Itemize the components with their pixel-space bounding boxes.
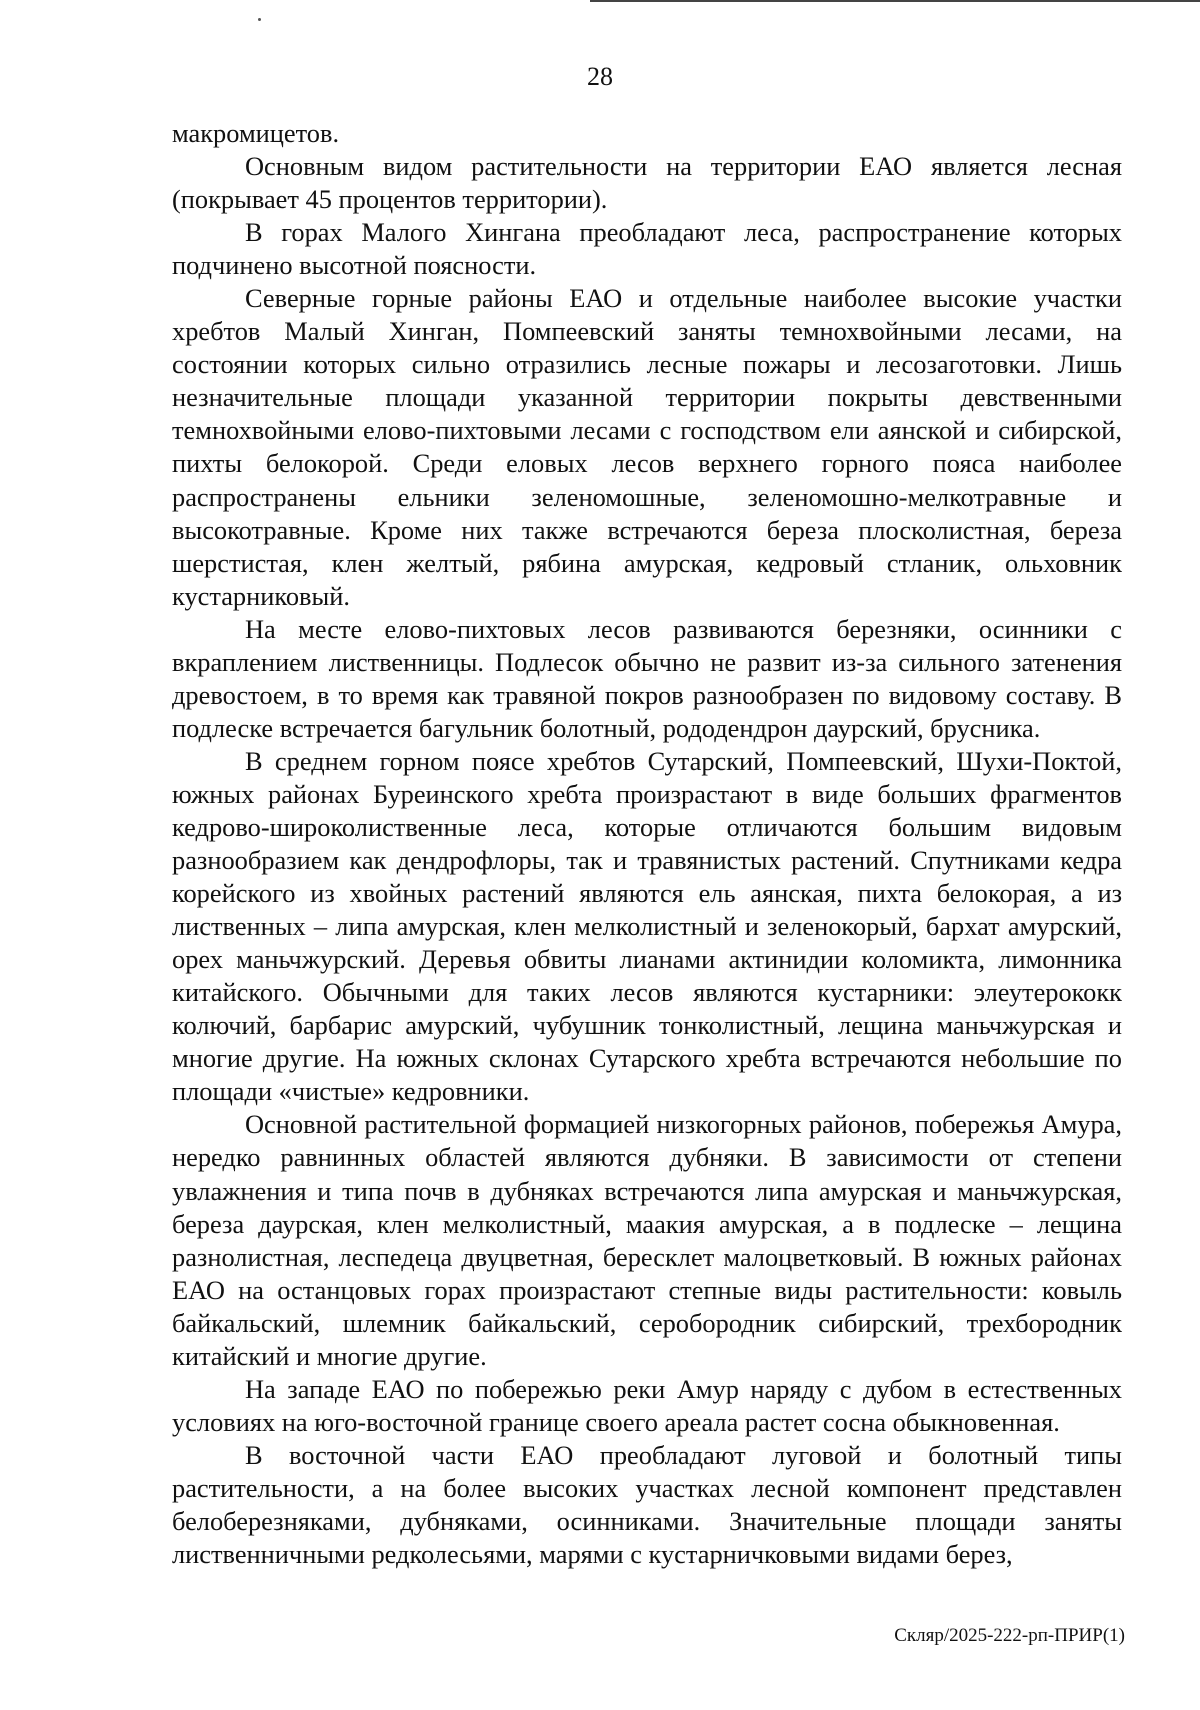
paragraph-northern-mountains: Северные горные районы ЕАО и отдельные наиболее высокие участки хребтов Малый Хинган, Помпеевский заняты темнохвойными лесами, на состоянии которых сильно отразились лесные пожары и лесозаготовки. Лишь незначительные площади указанной территории покрыты девственными темнохвойными елово-пихтовыми лесами с господством ели аянской и сибирской, пихты белокорой. Среди еловых лесов верхнего горного пояса наиболее распространены ельники зеленомошные, зеленомошно-мелкотравные и высокотравные. Кроме них также встречаются береза плосколистная, береза шерстистая, клен желтый, рябина амурская, кедровый стланик, ольховник кустарниковый. [172, 283, 1122, 611]
page-number: 28 [587, 62, 613, 91]
paragraph-small-khingan: В горах Малого Хингана преобладают леса, распространение которых подчинено высотной поясности. [172, 217, 1122, 281]
paragraph-continuation: макромицетов. [172, 118, 340, 148]
paragraph-birch-aspen: На месте елово-пихтовых лесов развиваются березняки, осинники с вкраплением лиственницы. Подлесок обычно не развит из-за сильного затенения древостоем, в то время как травяной покров разнообразен по видовому составу. В подлеске встречается багульник болотный, рододендрон даурский, брусника. [172, 613, 1122, 743]
paragraph-forest-vegetation: Основным видом растительности на территории ЕАО является лесная (покрывает 45 процентов территории). [172, 151, 1122, 215]
scan-top-border [590, 0, 1200, 2]
document-body [172, 117, 1122, 1571]
scan-speck [258, 18, 261, 21]
document-code: Скляр/2025-222-рп-ПРИР(1) [894, 1625, 1125, 1646]
paragraph-middle-mountain-belt: В среднем горном поясе хребтов Сутарский, Помпеевский, Шухи-Поктой, южных районах Буреинского хребта произрастают в виде больших фрагментов кедрово-широколиственные леса, которые отличаются большим видовым разнообразием как дендрофлоры, так и травянистых растений. Спутниками кедра корейского из хвойных растений являются ель аянская, пихта белокорая, а из лиственных – липа амурская, клен мелколистный и зеленокорый, бархат амурский, орех маньчжурский. Деревья обвиты лианами актинидии коломикта, лимонника китайского. Обычными для таких лесов являются кустарники: элеутерококк колючий, барбарис амурский, чубушник тонколистный, лещина маньчжурская и многие другие. На южных склонах Сутарского хребта встречаются небольшие по площади «чистые» кедровники. [172, 745, 1122, 1107]
paragraph-western-pine: На западе ЕАО по побережью реки Амур наряду с дубом в естественных условиях на юго-восточной границе своего ареала растет сосна обыкновенная. [172, 1373, 1122, 1437]
paragraph-eastern-part: В восточной части ЕАО преобладают луговой и болотный типы растительности, а на более высоких участках лесной компонент представлен белоберезняками, дубняками, осинниками. Значительные площади заняты лиственничными редколесьями, марями с кустарничковыми видами берез, [172, 1439, 1122, 1570]
paragraph-oak-forests: Основной растительной формацией низкогорных районов, побережья Амура, нередко равнинных областей являются дубняки. В зависимости от степени увлажнения и типа почв в дубняках встречаются липа амурская и маньчжурская, береза даурская, клен мелколистный, маакия амурская, а в подлеске – лещина разнолистная, леспедеца двуцветная, бересклет малоцветковый. В южных районах ЕАО на останцовых горах произрастают степные виды растительности: ковыль байкальский, шлемник байкальский, серобородник сибирский, трехбородник китайский и многие другие. [172, 1109, 1122, 1371]
